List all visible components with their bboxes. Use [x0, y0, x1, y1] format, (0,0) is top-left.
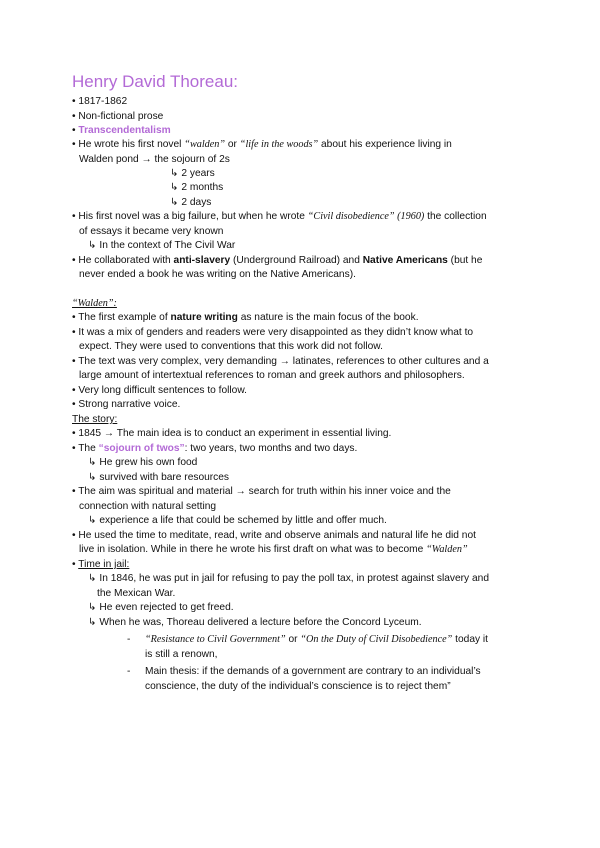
text-fragment: as nature is the main focus of the book.	[237, 312, 419, 323]
novel-title-woods: “life in the woods”	[239, 139, 319, 150]
story-line	[79, 543, 468, 556]
bio-movement	[72, 124, 171, 137]
bio-first-novel	[72, 138, 452, 151]
text-fragment: about his experience living in	[318, 139, 452, 150]
section-heading-walden: “Walden”:	[72, 298, 117, 309]
story-line: • The aim was spiritual and material → search for truth within his inner voice and the	[72, 486, 451, 497]
essay-title: “Civil disobedience” (1960)	[307, 211, 425, 222]
bullet: •	[72, 125, 79, 136]
bio-failure-cont: of essays it became very known	[79, 226, 224, 237]
section-heading-story: The story:	[72, 414, 118, 425]
text-fragment: • The first example of	[72, 312, 171, 323]
dash-item-cont: conscience, the duty of the individual’s conscience is to reject them”	[145, 681, 451, 692]
story-line: • He used the time to meditate, read, write and observe animals and natural life he did not	[72, 530, 476, 541]
story-line: connection with natural setting	[79, 501, 217, 512]
walden-line: expect. They were used to conventions that this work did not follow.	[79, 341, 383, 352]
walden-line: • Very long difficult sentences to follow.	[72, 385, 247, 396]
dash-item	[145, 633, 488, 646]
walden-line: • Strong narrative voice.	[72, 399, 181, 410]
dash-item-cont: is still a renown,	[145, 649, 218, 660]
bio-genre: • Non-fictional prose	[72, 111, 164, 122]
text-fragment: • He wrote his first novel	[72, 139, 185, 150]
text-fragment: or	[285, 634, 301, 645]
text-fragment: live in isolation. While in there he wrote his first draft on what was to become	[79, 544, 427, 555]
text-fragment: (Underground Railroad) and	[230, 255, 363, 266]
bio-dates: • 1817-1862	[72, 96, 128, 107]
sub-item-cont: the Mexican War.	[97, 588, 176, 599]
novel-title-walden: “walden”	[184, 139, 226, 150]
text-fragment: : two years, two months and two days.	[184, 443, 358, 454]
sub-item: ↳ 2 days	[170, 197, 212, 208]
sub-item: ↳ In the context of The Civil War	[88, 240, 236, 251]
bio-first-novel-cont: Walden pond → the sojourn of 2s	[79, 154, 230, 165]
sub-item: ↳ 2 years	[170, 168, 215, 179]
dash-bullet: -	[127, 666, 131, 677]
sub-item: ↳ He even rejected to get freed.	[88, 602, 234, 613]
sub-item: ↳ experience a life that could be schemed by little and offer much.	[88, 515, 387, 526]
movement-label: Transcendentalism	[78, 125, 171, 136]
story-line: • 1845 → The main idea is to conduct an experiment in essential living.	[72, 428, 392, 439]
bold-term: nature writing	[170, 312, 238, 323]
novel-title-walden: “Walden”	[426, 544, 468, 555]
walden-line	[72, 311, 419, 324]
text-fragment: • He collaborated with	[72, 255, 174, 266]
highlight-term: “sojourn of twos”	[98, 443, 185, 454]
bold-term: Native Americans	[362, 255, 448, 266]
text-fragment: • His first novel was a big failure, but when he wrote	[72, 211, 308, 222]
bio-collab	[72, 254, 482, 267]
walden-line: • It was a mix of genders and readers were very disappointed as they didn’t know what to	[72, 327, 474, 338]
sub-item: ↳ When he was, Thoreau delivered a lecture before the Concord Lyceum.	[88, 617, 422, 628]
essay-title: “Resistance to Civil Government”	[145, 634, 286, 645]
bullet: •	[72, 559, 79, 570]
text-fragment: (but he	[447, 255, 483, 266]
sub-item: ↳ In 1846, he was put in jail for refusing to pay the poll tax, in protest against slavery and	[88, 573, 489, 584]
sub-item: ↳ 2 months	[170, 182, 224, 193]
section-heading-jail	[72, 558, 129, 571]
sub-item: ↳ He grew his own food	[88, 457, 198, 468]
bold-term: anti-slavery	[173, 255, 231, 266]
text-fragment: the collection	[424, 211, 487, 222]
bio-failure	[72, 210, 487, 223]
essay-title: “On the Duty of Civil Disobedience”	[300, 634, 453, 645]
story-line	[72, 442, 357, 455]
page-title: Henry David Thoreau:	[72, 72, 238, 91]
sub-item: ↳ survived with bare resources	[88, 472, 230, 483]
dash-item: Main thesis: if the demands of a government are contrary to an individual’s	[145, 666, 481, 677]
jail-heading: Time in jail:	[78, 559, 130, 570]
text-fragment: • The	[72, 443, 99, 454]
dash-bullet: -	[127, 634, 131, 645]
text-fragment: or	[225, 139, 240, 150]
text-fragment: today it	[452, 634, 489, 645]
walden-line: large amount of intertextual references to roman and greek authors and philosophers.	[79, 370, 465, 381]
walden-line: • The text was very complex, very demanding → latinates, references to other cultures and a	[72, 356, 489, 367]
bio-collab-cont: never ended a book he was writing on the Native Americans).	[79, 269, 356, 280]
